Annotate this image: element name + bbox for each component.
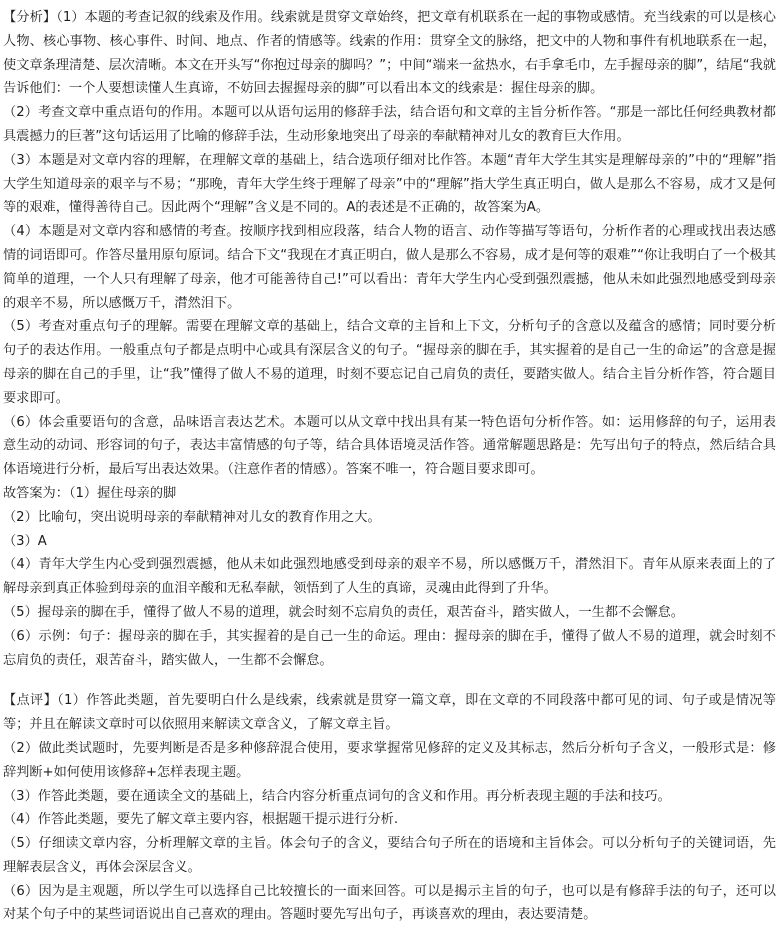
analysis-item-2: （2）考查文章中重点语句的作用。本题可以从语句运用的修辞手法，结合语句和文章的主旨分析作答。“那是一部比任何经典教材都具震撼力的巨著”这句话运用了比喻的修辞手法，生动形象地突出了母亲的奉献精神对儿女的教育巨大作用。 [3, 105, 776, 144]
analysis-item-4: （4）本题是对文章内容和感情的考查。按顺序找到相应段落，结合人物的语言、动作等描写等语句，分析作者的心理或找出表达感情的词语即可。作答尽量用原句原词。结合下文“我现在才真正明白，做人是那么不容易，成才是何等的艰难”“你让我明白了一个极其简单的道理，一个人只有理解了母亲，他才可能善待自己!”可以看出：青年大学生内心受到强烈震撼，他从未如此强烈地感受到母亲的艰辛不易，所以感慨万千，潸然泪下。 [3, 224, 776, 311]
analysis-item-6: （6）体会重要语句的含意，品味语言表达艺术。本题可以从文章中找出具有某一特色语句分析作答。如：运用修辞的句子，运用表意生动的动词、形容词的句子，表达丰富情感的句子等，结合具体语境灵活作答。通常解题思路是：先写出句子的特点，然后结合具体语境进行分析，最后写出表达效果。（注意作者的情感）。答案不唯一，符合题目要求即可。 [3, 414, 776, 478]
answers-section [3, 482, 776, 672]
answer-item-6: （6）示例：句子：握母亲的脚在手，其实握着的是自己一生的命运。理由：握母亲的脚在手，懂得了做人不易的道理，就会时刻不忘肩负的责任，艰苦奋斗，踏实做人，一生都不会懈怠。 [3, 628, 776, 668]
section-spacer [3, 672, 776, 689]
comment-item-3: （3）作答此类题，要在通读全文的基础上，结合内容分析重点词句的含义和作用。再分析表现主题的手法和技巧。 [3, 788, 671, 804]
answer-item-1: 故答案为：（1）握住母亲的脚 [3, 485, 177, 501]
analysis-item-1: 【分析】（1）本题的考查记叙的线索及作用。线索就是贯穿文章始终，把文章有机联系在一起的事物或感情。充当线索的可以是核心人物、核心事物、核心事件、时间、地点、作者的情感等。线索的作用：贯穿全文的脉络，把文中的人物和事件有机地联系在一起，使文章条理清楚、层次清晰。本文在开头写“你抱过母亲的脚吗？”；中间“端来一盆热水，右手拿毛巾，左手握母亲的脚”，结尾“我就告诉他们：一个人要想读懂人生真谛，不妨回去握握母亲的脚”可以看出本文的线索是：握住母亲的脚。 [3, 10, 776, 97]
analysis-item-5: （5）考查对重点句子的理解。需要在理解文章的基础上，结合文章的主旨和上下文，分析句子的含意以及蕴含的感情；同时要分析句子的表达作用。一般重点句子都是点明中心或具有深层含义的句子。“握母亲的脚在手，其实握着的是自己一生的命运”的含意是握母亲的脚在自己的手里，让“我”懂得了做人不易的道理，时刻不要忘记自己肩负的责任，要踏实做人。结合主旨分析作答，符合题目要求即可。 [3, 319, 776, 406]
analysis-item-3: （3）本题是对文章内容的理解，在理解文章的基础上，结合选项仔细对比作答。本题“青年大学生其实是理解母亲的”中的“理解”指大学生知道母亲的艰辛与不易；“那晚，青年大学生终于理解了母亲”中的“理解”指大学生真正明白，做人是那么不容易，成才又是何等的艰难，懂得善待自己。因此两个“理解”含义是不同的。A的表述是不正确的，故答案为A。 [3, 152, 776, 216]
answer-item-5: （5）握母亲的脚在手，懂得了做人不易的道理，就会时刻不忘肩负的责任，艰苦奋斗，踏实做人，一生都不会懈怠。 [3, 604, 684, 620]
analysis-section [3, 6, 776, 482]
comment-item-5: （5）仔细读文章内容，分析理解文章的主旨。体会句子的含义，要结合句子所在的语境和主旨体会。可以分析句子的关键词语，先理解表层含义，再体会深层含义。 [3, 836, 776, 875]
comments-section [3, 689, 776, 927]
comment-item-4: （4）作答此类题，要先了解文章主要内容，根据题干提示进行分析. [3, 812, 399, 828]
answer-item-2: （2）比喻句，突出说明母亲的奉献精神对儿女的教育作用之大。 [3, 509, 381, 525]
comment-item-2: （2）做此类试题时，先要判断是否是多种修辞混合使用，要求掌握常见修辞的定义及其标志，然后分析句子含义，一般形式是：修辞判断+如何使用该修辞+怎样表现主题。 [3, 740, 776, 780]
comment-item-1: 【点评】（1）作答此类题，首先要明白什么是线索，线索就是贯穿一篇文章，即在文章的不同段落中都可见的词、句子或是情况等等；并且在解读文章时可以依照用来解读文章含义，了解文章主旨。 [3, 693, 776, 733]
answer-item-3: （3）A [3, 533, 47, 549]
answer-item-4: （4）青年大学生内心受到强烈震撼，他从未如此强烈地感受到母亲的艰辛不易，所以感慨万千，潸然泪下。青年从原来表面上的了解母亲到真正体验到母亲的血泪辛酸和无私奉献，领悟到了人生的真谛，灵魂由此得到了升华。 [3, 557, 776, 597]
comment-item-6: （6）因为是主观题，所以学生可以选择自己比较擅长的一面来回答。可以是揭示主旨的句子，也可以是有修辞手法的句子，还可以对某个句子中的某些词语说出自己喜欢的理由。答题时要先写出句子，再谈喜欢的理由，表达要清楚。 [3, 883, 776, 923]
